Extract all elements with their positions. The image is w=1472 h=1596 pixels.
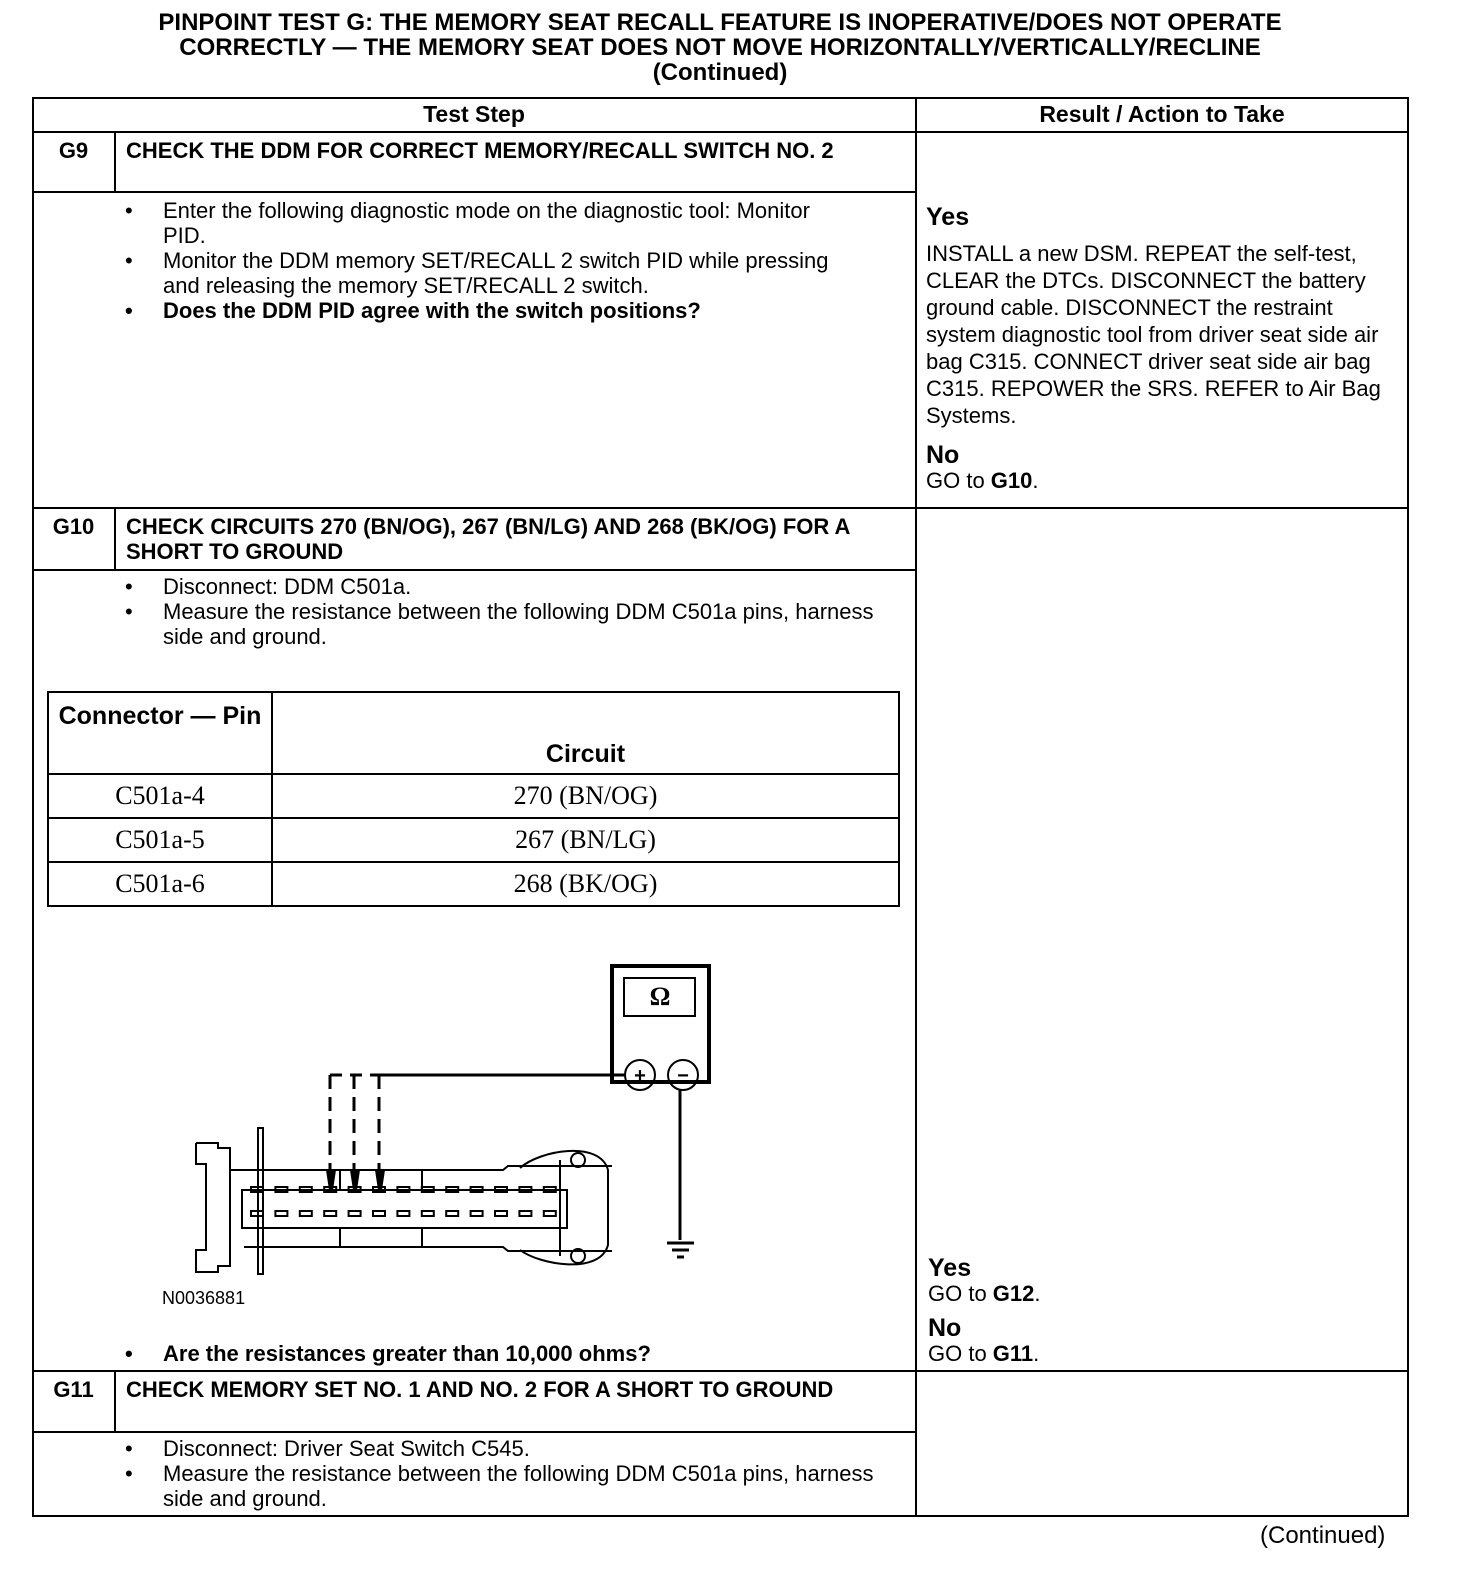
probe-leads: [330, 1075, 379, 1170]
ground-icon: [667, 1243, 694, 1257]
step-title-g10: CHECK CIRCUITS 270 (BN/OG), 267 (BN/LG) AND 268 (BK/OG) FOR A SHORT TO GROUND: [126, 514, 850, 564]
step-title-g11: CHECK MEMORY SET NO. 1 AND NO. 2 FOR A SHORT TO GROUND: [126, 1377, 834, 1402]
pin-cavity: [300, 1211, 312, 1216]
pin-cavity: [495, 1211, 507, 1216]
step-g11-instructions: [115, 1436, 885, 1511]
pin-cell: C501a-4: [48, 774, 272, 818]
pin-cell: C501a-5: [48, 818, 272, 862]
goto-step-link[interactable]: G12: [992, 1281, 1035, 1306]
instruction: • Measure the resistance between the following DDM C501a pins, harness side and ground.: [115, 599, 885, 649]
ohm-symbol: Ω: [649, 982, 671, 1011]
result-no-label: No: [926, 441, 960, 469]
pin-cell: C501a-6: [48, 862, 272, 906]
step-id-g9: G9: [58, 138, 89, 163]
step-id-g11: G11: [53, 1377, 94, 1402]
instruction-question: • Are the resistances greater than 10,000 ohms?: [115, 1341, 885, 1366]
pin-cavity: [373, 1211, 385, 1216]
column-header-circuit: Circuit: [272, 692, 899, 774]
instruction: • Enter the following diagnostic mode on the diagnostic tool: Monitor PID.: [115, 198, 835, 248]
page-title-continued: (Continued): [652, 59, 788, 86]
minus-sign: −: [677, 1065, 689, 1087]
circuit-cell: 268 (BK/OG): [272, 862, 899, 906]
pin-cavity: [544, 1211, 556, 1216]
result-yes-action: INSTALL a new DSM. REPEAT the self-test, CLEAR the DTCs. DISCONNECT the battery ground cable. DISCONNECT the restraint system diagnostic tool from driver seat side air bag C315. CONNECT driver seat side air bag C315. REPOWER the SRS. REFER to Air Bag Systems.: [926, 241, 1381, 428]
instruction: • Measure the resistance between the following DDM C501a pins, harness side and ground.: [115, 1461, 885, 1511]
instruction-question: • Does the DDM PID agree with the switch positions?: [115, 298, 835, 323]
pin-cavity: [446, 1211, 458, 1216]
header-test-step: Test Step: [423, 101, 525, 127]
figure-id: N0036881: [162, 1288, 246, 1308]
circuit-cell: 270 (BN/OG): [272, 774, 899, 818]
result-no-label: No: [928, 1314, 962, 1342]
step-id-g10: G10: [52, 514, 95, 539]
instruction: • Disconnect: Driver Seat Switch C545.: [115, 1436, 885, 1461]
pin-cavity: [349, 1211, 361, 1216]
page-title-line1: PINPOINT TEST G: THE MEMORY SEAT RECALL FEATURE IS INOPERATIVE/DOES NOT OPERATE: [158, 9, 1282, 36]
connector-c501a: [196, 1128, 612, 1274]
goto-text: GO to: [928, 1281, 993, 1306]
pin-cavity: [275, 1211, 287, 1216]
goto-text: GO to: [926, 468, 991, 493]
goto-text: GO to: [928, 1341, 993, 1366]
pin-cavity: [397, 1211, 409, 1216]
result-yes-label: Yes: [928, 1254, 972, 1282]
pin-cavity: [422, 1211, 434, 1216]
goto-step-link[interactable]: G10: [990, 468, 1033, 493]
pin-cavity: [324, 1211, 336, 1216]
instruction: • Monitor the DDM memory SET/RECALL 2 switch PID while pressing and releasing the memory SET/RECALL 2 switch.: [115, 248, 835, 298]
pin-cavity: [519, 1211, 531, 1216]
instruction: • Disconnect: DDM C501a.: [115, 574, 885, 599]
result-no-action: [928, 1340, 1408, 1367]
circuit-cell: 267 (BN/LG): [272, 818, 899, 862]
goto-step-link[interactable]: G11: [992, 1341, 1034, 1366]
period: .: [1034, 1281, 1041, 1306]
plus-sign: +: [634, 1065, 646, 1087]
footer-continued: (Continued): [1260, 1522, 1386, 1549]
step-title-g9: CHECK THE DDM FOR CORRECT MEMORY/RECALL SWITCH NO. 2: [126, 138, 834, 163]
column-header-connector-pin: Connector — Pin: [48, 692, 272, 774]
step-g10-question: [115, 1341, 885, 1366]
period: .: [1033, 1341, 1040, 1366]
header-result: Result / Action to Take: [1039, 101, 1285, 127]
period: .: [1032, 468, 1039, 493]
result-yes-label: Yes: [926, 203, 970, 231]
connector-pins: [251, 1187, 556, 1216]
pin-cavity: [471, 1211, 483, 1216]
result-yes-action: [928, 1280, 1408, 1307]
page-title-line2: CORRECTLY — THE MEMORY SEAT DOES NOT MOVE HORIZONTALLY/VERTICALLY/RECLINE: [179, 34, 1261, 61]
